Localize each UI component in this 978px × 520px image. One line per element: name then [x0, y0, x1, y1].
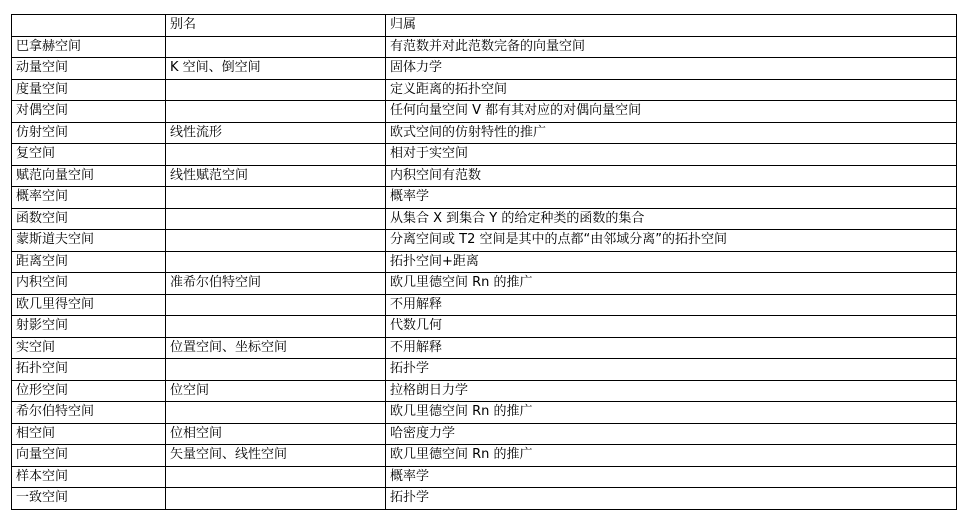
- alias-cell: [166, 101, 386, 123]
- category-cell: 固体力学: [386, 58, 957, 80]
- space-name-cell: 射影空间: [12, 316, 166, 338]
- alias-cell: [166, 230, 386, 252]
- alias-cell: [166, 359, 386, 381]
- table-row: [12, 165, 957, 187]
- category-cell: 分离空间或 T2 空间是其中的点都“由邻域分离”的拓扑空间: [386, 230, 957, 252]
- header-alias: 别名: [166, 15, 386, 37]
- table-row: [12, 294, 957, 316]
- space-name-cell: 欧几里得空间: [12, 294, 166, 316]
- space-name-cell: 一致空间: [12, 488, 166, 510]
- category-cell: 从集合 X 到集合 Y 的给定种类的函数的集合: [386, 208, 957, 230]
- category-cell: 概率学: [386, 466, 957, 488]
- table-row: [12, 208, 957, 230]
- header-row: [12, 15, 957, 37]
- table-row: [12, 36, 957, 58]
- alias-cell: 位置空间、坐标空间: [166, 337, 386, 359]
- category-cell: 欧几里德空间 Rn 的推广: [386, 445, 957, 467]
- header-space-name: [12, 15, 166, 37]
- alias-cell: [166, 466, 386, 488]
- alias-cell: [166, 251, 386, 273]
- space-name-cell: 概率空间: [12, 187, 166, 209]
- alias-cell: [166, 36, 386, 58]
- table-row: [12, 187, 957, 209]
- category-cell: 欧几里德空间 Rn 的推广: [386, 273, 957, 295]
- table-row: [12, 273, 957, 295]
- table-row: [12, 101, 957, 123]
- table-row: [12, 466, 957, 488]
- table-row: [12, 58, 957, 80]
- space-name-cell: 对偶空间: [12, 101, 166, 123]
- category-cell: 定义距离的拓扑空间: [386, 79, 957, 101]
- alias-cell: [166, 402, 386, 424]
- table-row: [12, 445, 957, 467]
- table-row: [12, 423, 957, 445]
- space-name-cell: 赋范向量空间: [12, 165, 166, 187]
- category-cell: 概率学: [386, 187, 957, 209]
- category-cell: 代数几何: [386, 316, 957, 338]
- category-cell: 内积空间有范数: [386, 165, 957, 187]
- table-row: [12, 79, 957, 101]
- space-name-cell: 希尔伯特空间: [12, 402, 166, 424]
- category-cell: 有范数并对此范数完备的向量空间: [386, 36, 957, 58]
- category-cell: 拓扑空间+距离: [386, 251, 957, 273]
- space-name-cell: 复空间: [12, 144, 166, 166]
- space-name-cell: 度量空间: [12, 79, 166, 101]
- category-cell: 不用解释: [386, 294, 957, 316]
- category-cell: 欧几里德空间 Rn 的推广: [386, 402, 957, 424]
- category-cell: 拓扑学: [386, 488, 957, 510]
- space-name-cell: 蒙斯道夫空间: [12, 230, 166, 252]
- space-name-cell: 相空间: [12, 423, 166, 445]
- alias-cell: [166, 187, 386, 209]
- space-name-cell: 距离空间: [12, 251, 166, 273]
- alias-cell: 矢量空间、线性空间: [166, 445, 386, 467]
- table-body: [12, 36, 957, 509]
- table-row: [12, 380, 957, 402]
- spaces-table: [11, 14, 957, 510]
- category-cell: 拓扑学: [386, 359, 957, 381]
- alias-cell: 线性赋范空间: [166, 165, 386, 187]
- space-name-cell: 拓扑空间: [12, 359, 166, 381]
- space-name-cell: 巴拿赫空间: [12, 36, 166, 58]
- alias-cell: [166, 294, 386, 316]
- table-row: [12, 316, 957, 338]
- alias-cell: 准希尔伯特空间: [166, 273, 386, 295]
- alias-cell: K 空间、倒空间: [166, 58, 386, 80]
- category-cell: 不用解释: [386, 337, 957, 359]
- space-name-cell: 函数空间: [12, 208, 166, 230]
- alias-cell: [166, 144, 386, 166]
- table-row: [12, 122, 957, 144]
- alias-cell: [166, 316, 386, 338]
- table-row: [12, 402, 957, 424]
- space-name-cell: 位形空间: [12, 380, 166, 402]
- table-row: [12, 230, 957, 252]
- category-cell: 拉格朗日力学: [386, 380, 957, 402]
- alias-cell: [166, 79, 386, 101]
- header-category: 归属: [386, 15, 957, 37]
- table-row: [12, 488, 957, 510]
- alias-cell: [166, 208, 386, 230]
- space-name-cell: 仿射空间: [12, 122, 166, 144]
- alias-cell: 线性流形: [166, 122, 386, 144]
- space-name-cell: 样本空间: [12, 466, 166, 488]
- category-cell: 哈密度力学: [386, 423, 957, 445]
- table-row: [12, 337, 957, 359]
- space-name-cell: 内积空间: [12, 273, 166, 295]
- alias-cell: 位相空间: [166, 423, 386, 445]
- space-name-cell: 实空间: [12, 337, 166, 359]
- space-name-cell: 动量空间: [12, 58, 166, 80]
- space-name-cell: 向量空间: [12, 445, 166, 467]
- table-row: [12, 144, 957, 166]
- alias-cell: [166, 488, 386, 510]
- category-cell: 相对于实空间: [386, 144, 957, 166]
- alias-cell: 位空间: [166, 380, 386, 402]
- category-cell: 任何向量空间 V 都有其对应的对偶向量空间: [386, 101, 957, 123]
- table-row: [12, 359, 957, 381]
- category-cell: 欧式空间的仿射特性的推广: [386, 122, 957, 144]
- table-row: [12, 251, 957, 273]
